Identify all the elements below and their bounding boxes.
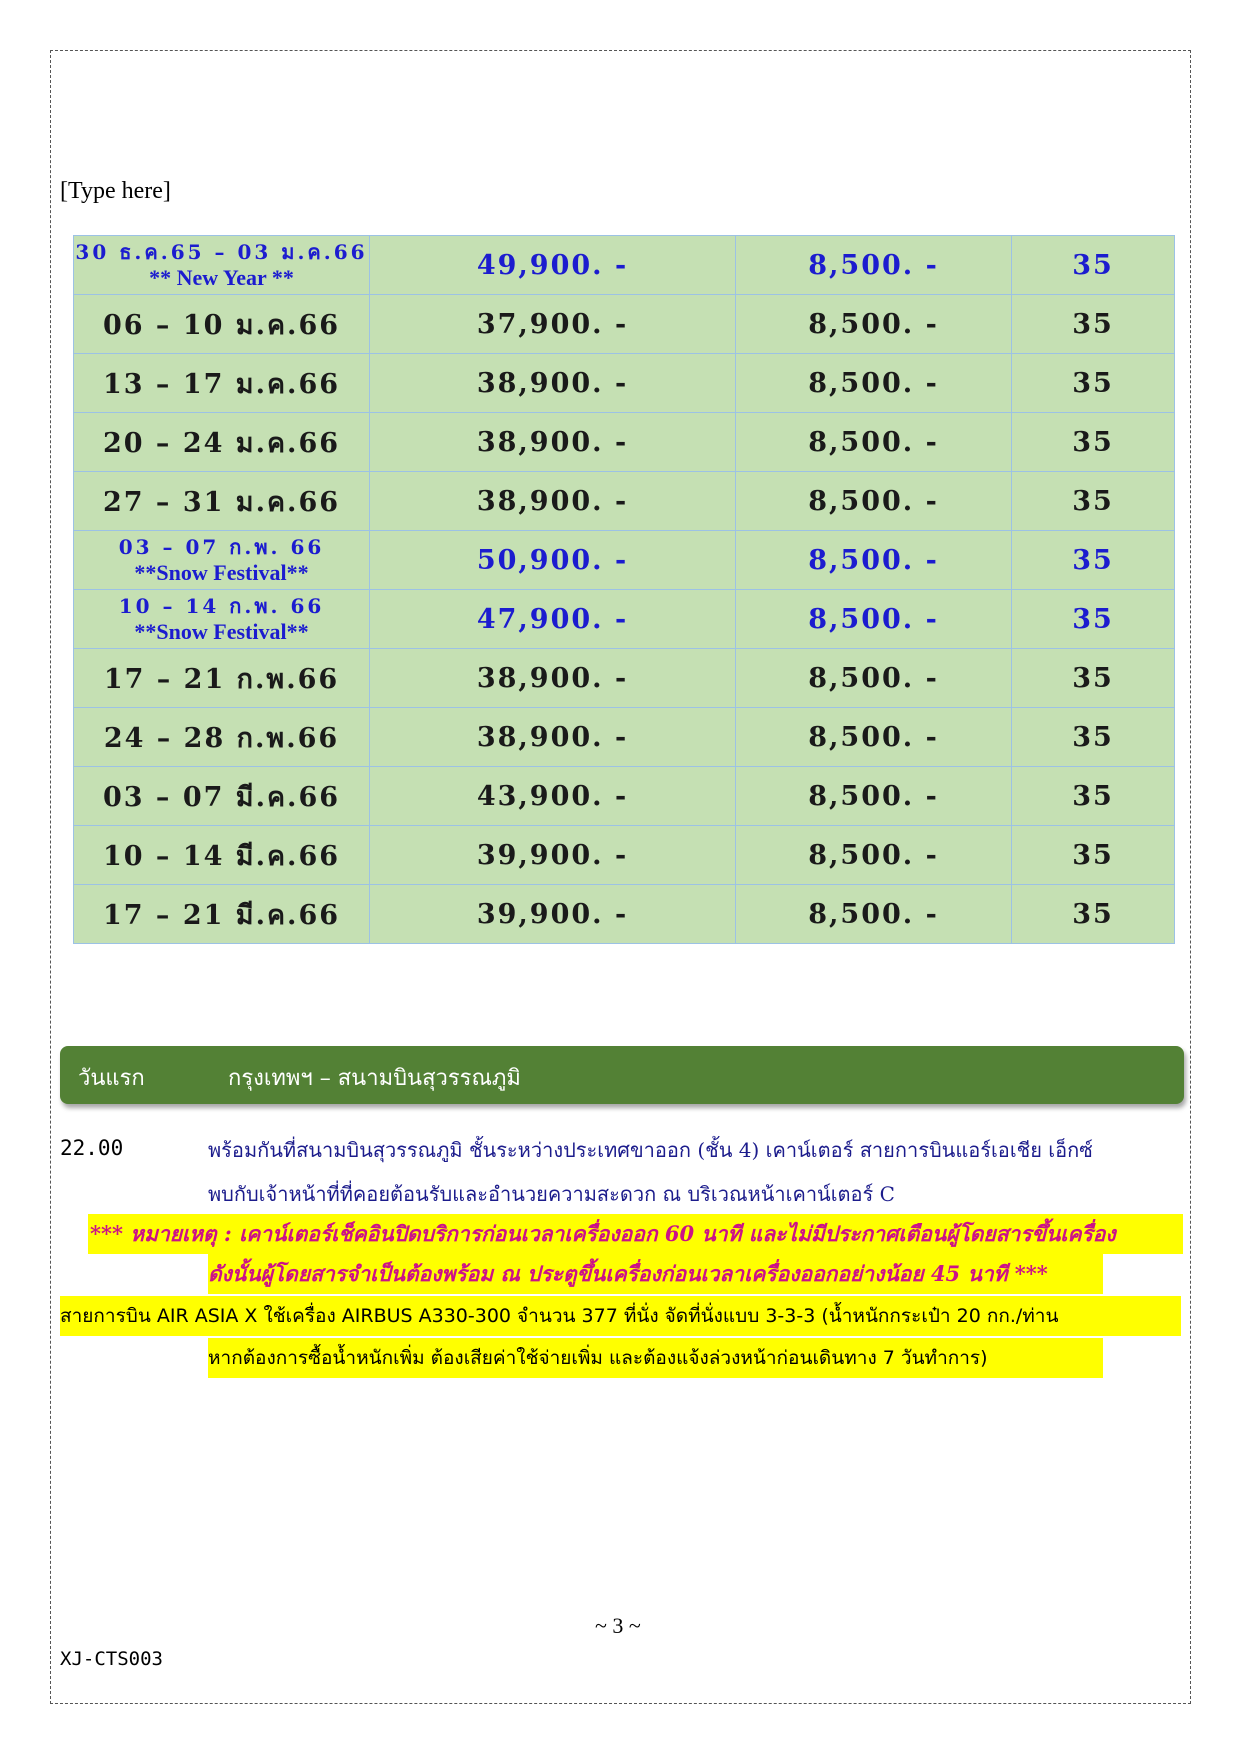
single-supplement-cell: 8,500. -: [736, 295, 1012, 354]
single-supplement-cell: 8,500. -: [736, 590, 1012, 649]
adult-price-cell: 37,900. -: [370, 295, 736, 354]
seats-cell: 35: [1012, 354, 1175, 413]
travel-date-note: **Snow Festival**: [134, 560, 309, 585]
travel-date-cell: 17 – 21 มี.ค.66: [74, 885, 370, 944]
price-row: [74, 295, 1175, 354]
single-supplement-cell: 8,500. -: [736, 826, 1012, 885]
single-supplement-cell: 8,500. -: [736, 236, 1012, 295]
price-row: [74, 826, 1175, 885]
single-supplement-cell: 8,500. -: [736, 649, 1012, 708]
price-row: [74, 413, 1175, 472]
seats-cell: 35: [1012, 590, 1175, 649]
seats-cell: 35: [1012, 649, 1175, 708]
price-row: [74, 531, 1175, 590]
single-supplement-cell: 8,500. -: [736, 472, 1012, 531]
airline-info-line-1: สายการบิน AIR ASIA X ใช้เครื่อง AIRBUS A330-300 จำนวน 377 ที่นั่ง จัดที่นั่งแบบ 3-3-3 (น้ำหนักกระเป๋า 20 กก./ท่าน: [60, 1296, 1181, 1336]
adult-price-cell: 39,900. -: [370, 885, 736, 944]
header-placeholder: [Type here]: [60, 178, 171, 204]
airline-info-line-2: หากต้องการซื้อน้ำหนักเพิ่ม ต้องเสียค่าใช้จ่ายเพิ่ม และต้องแจ้งล่วงหน้าก่อนเดินทาง 7 วันทำการ): [208, 1338, 1103, 1378]
travel-date-cell: 03 – 07 มี.ค.66: [74, 767, 370, 826]
travel-date-cell: 13 – 17 ม.ค.66: [74, 354, 370, 413]
seats-cell: 35: [1012, 472, 1175, 531]
document-code: XJ-CTS003: [60, 1648, 163, 1670]
adult-price-cell: 38,900. -: [370, 649, 736, 708]
price-row: [74, 885, 1175, 944]
single-supplement-cell: 8,500. -: [736, 708, 1012, 767]
price-row: [74, 472, 1175, 531]
single-supplement-cell: 8,500. -: [736, 413, 1012, 472]
seats-cell: 35: [1012, 531, 1175, 590]
schedule-line-1: พร้อมกันที่สนามบินสุวรรณภูมิ ชั้นระหว่างประเทศขาออก (ชั้น 4) เคาน์เตอร์ สายการบินแอร์เอเชีย เอ็กซ์: [208, 1138, 1093, 1162]
price-row: [74, 708, 1175, 767]
adult-price-cell: 43,900. -: [370, 767, 736, 826]
adult-price-cell: 50,900. -: [370, 531, 736, 590]
price-row: [74, 354, 1175, 413]
seats-cell: 35: [1012, 413, 1175, 472]
page-number: ~ 3 ~: [595, 1613, 641, 1638]
price-row: [74, 649, 1175, 708]
day-label: วันแรก: [78, 1066, 145, 1091]
single-supplement-cell: 8,500. -: [736, 885, 1012, 944]
schedule-time: 22.00: [60, 1136, 124, 1160]
single-supplement-cell: 8,500. -: [736, 531, 1012, 590]
day-header-bar: [60, 1046, 1184, 1104]
seats-cell: 35: [1012, 885, 1175, 944]
single-supplement-cell: 8,500. -: [736, 767, 1012, 826]
travel-date-note: **Snow Festival**: [134, 619, 309, 644]
adult-price-cell: 49,900. -: [370, 236, 736, 295]
price-row: [74, 590, 1175, 649]
travel-date-cell: [74, 590, 370, 649]
adult-price-cell: 47,900. -: [370, 590, 736, 649]
travel-date-cell: 20 – 24 ม.ค.66: [74, 413, 370, 472]
day-title: กรุงเทพฯ – สนามบินสุวรรณภูมิ: [228, 1066, 521, 1091]
warning-note-line-1: *** หมายเหตุ : เคาน์เตอร์เช็คอินปิดบริการก่อนเวลาเครื่องออก 60 นาที และไม่มีประกาศเตือนผู้โดยสารขึ้นเครื่อง: [88, 1214, 1183, 1254]
travel-date-cell: 24 – 28 ก.พ.66: [74, 708, 370, 767]
travel-date-note: ** New Year **: [149, 265, 294, 290]
price-table: [73, 235, 1175, 944]
warning-note-line-2: ดังนั้นผู้โดยสารจำเป็นต้องพร้อม ณ ประตูขึ้นเครื่องก่อนเวลาเครื่องออกอย่างน้อย 45 นาที ***: [208, 1254, 1103, 1294]
price-row: [74, 767, 1175, 826]
travel-date-cell: [74, 236, 370, 295]
seats-cell: 35: [1012, 708, 1175, 767]
adult-price-cell: 38,900. -: [370, 354, 736, 413]
adult-price-cell: 39,900. -: [370, 826, 736, 885]
seats-cell: 35: [1012, 295, 1175, 354]
travel-date-cell: 06 – 10 ม.ค.66: [74, 295, 370, 354]
adult-price-cell: 38,900. -: [370, 708, 736, 767]
travel-date-cell: [74, 531, 370, 590]
price-row: [74, 236, 1175, 295]
travel-date-cell: 17 – 21 ก.พ.66: [74, 649, 370, 708]
travel-date: 30 ธ.ค.65 – 03 ม.ค.66: [75, 240, 368, 264]
travel-date: 10 – 14 ก.พ. 66: [118, 594, 325, 618]
adult-price-cell: 38,900. -: [370, 413, 736, 472]
seats-cell: 35: [1012, 826, 1175, 885]
seats-cell: 35: [1012, 236, 1175, 295]
adult-price-cell: 38,900. -: [370, 472, 736, 531]
single-supplement-cell: 8,500. -: [736, 354, 1012, 413]
seats-cell: 35: [1012, 767, 1175, 826]
travel-date-cell: 27 – 31 ม.ค.66: [74, 472, 370, 531]
schedule-line-2: พบกับเจ้าหน้าที่ที่คอยต้อนรับและอำนวยความสะดวก ณ บริเวณหน้าเคาน์เตอร์ C: [208, 1182, 895, 1206]
travel-date: 03 – 07 ก.พ. 66: [118, 535, 325, 559]
travel-date-cell: 10 – 14 มี.ค.66: [74, 826, 370, 885]
